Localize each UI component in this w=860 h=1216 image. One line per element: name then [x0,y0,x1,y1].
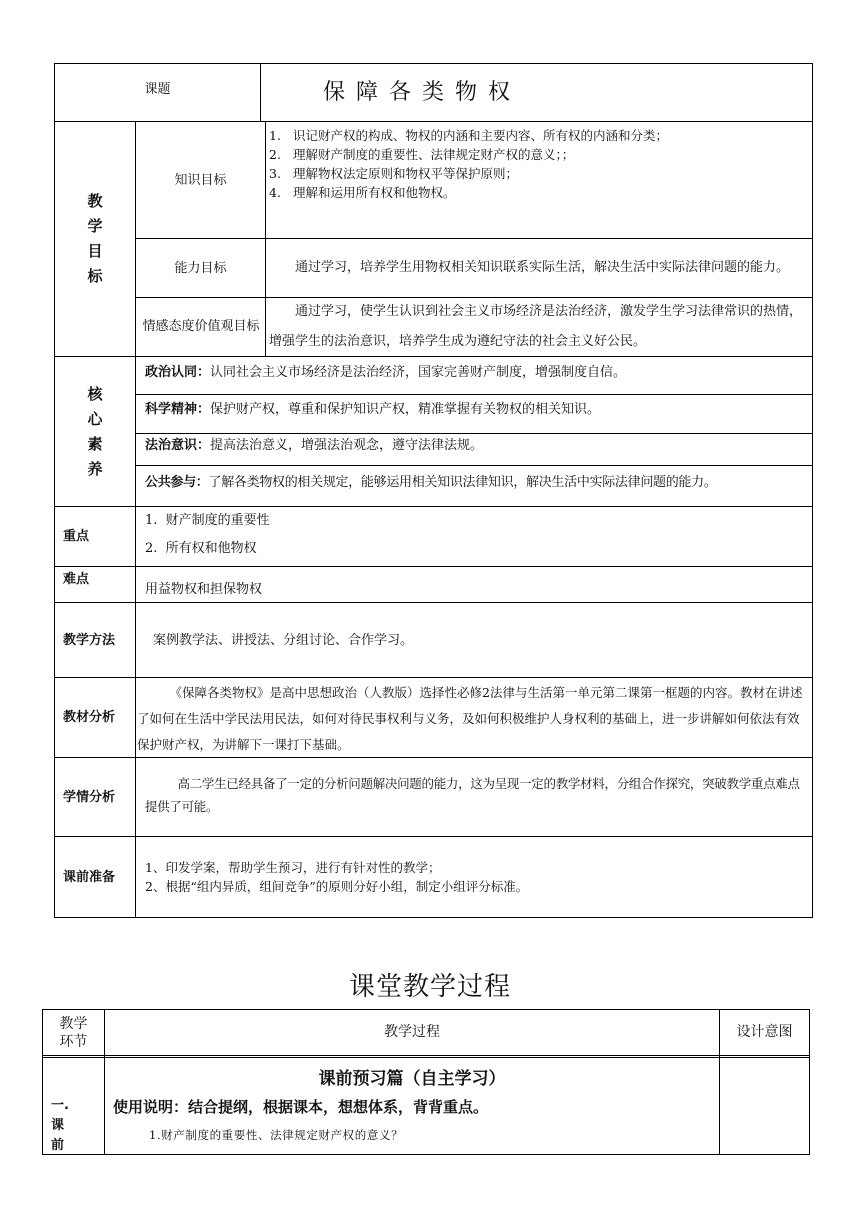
core-label-cell [55,357,135,506]
item-text: 所有权和他物权 [165,541,257,556]
stage-text: 一.课前 [51,1098,69,1153]
col-divider [135,506,136,917]
core-item-text: 提高法治意义，增强法治观念，遵守法律法规。 [210,438,484,453]
core-label: 核心素养 [87,384,103,478]
methods-cell [153,603,803,677]
col-header-process [105,1010,719,1055]
ability-label: 能力目标 [174,260,227,276]
key-points-label-cell [63,507,133,566]
item-number: 1. [269,128,281,143]
students-label-cell [63,758,135,836]
core-item [145,474,810,500]
textbook-text: 《保障各类物权》是高中思想政治（人教版）选择性必修2法律与生活第一单元第二课第一框题的内容。教材在讲述了如何在生活中学民法用民法，如何对待民事权利与义务，及如何积极维护人身权利的基础上，进一步讲解如何依法有效保护财产权，为讲解下一课打下基础。 [137,685,803,752]
key-points-label: 重点 [63,529,90,544]
item-text: 识记财产权的构成、物权的内涵和主要内容、所有权的内涵和分类； [293,128,669,143]
item-text: 财产制度的重要性 [165,513,270,528]
knowledge-label-cell [136,122,265,238]
ability-cell [269,239,809,297]
methods-label: 教学方法 [63,632,116,648]
core-item-text: 认同社会主义市场经济是法治经济，国家完善财产制度，增强制度自信。 [210,365,627,380]
core-item-label: 科学精神： [145,402,211,417]
col-header-stage [43,1010,104,1055]
item-number: 2. [269,147,281,162]
attitude-text: 通过学习，使学生认识到社会主义市场经济是法治经济，激发学生学习法律常识的热情，增强学生的法治意识，培养学生成为遵纪守法的社会主义好公民。 [269,304,803,349]
title-label-cell [55,64,260,114]
prep-line: 2、根据“组内异质，组间竞争”的原则分好小组，制定小组评分标准。 [145,879,529,894]
ability-label-cell [136,239,265,297]
goals-label: 教学目标 [87,192,103,285]
difficulty-label-cell [63,567,133,591]
students-text: 高二学生已经具备了一定的分析问题解决问题的能力，这为呈现一定的教学材料，分组合作探究，突破教学重点难点提供了可能。 [145,776,800,814]
textbook-label: 教材分析 [63,710,116,725]
ability-text: 通过学习，培养学生用物权相关知识联系实际生活，解决生活中实际法律问题的能力。 [295,260,790,275]
lesson-plan-table [54,63,813,918]
core-item-label: 政治认同： [145,365,211,380]
core-item-label: 法治意识： [145,438,211,453]
core-item-text: 了解各类物权的相关规定，能够运用相关知识法律知识，解决生活中实际法律问题的能力。 [208,475,717,490]
methods-label-cell [63,603,135,677]
core-item [145,437,810,463]
instruction-text: 使用说明：结合提纲，根据课本，想想体系，背背重点。 [113,1098,489,1116]
difficulty-cell [145,567,805,602]
prep-label: 课前准备 [63,869,116,885]
question-text: 1.财产制度的重要性、法律规定财产权的意义？ [149,1128,404,1142]
stage-cell [51,1096,71,1156]
prep-label-cell [63,837,135,917]
title-label: 课题 [144,81,171,97]
process-heading: 课堂教学过程 [348,972,511,1002]
list-item [269,183,809,202]
list-item [269,126,809,145]
row-divider [135,433,812,434]
title-cell [261,64,812,121]
item-text: 理解和运用所有权和他物权。 [293,185,456,200]
core-item [145,364,810,390]
col-header-process-text: 教学过程 [384,1024,440,1040]
students-label: 学情分析 [63,789,116,805]
prep-line: 1、印发学案，帮助学生预习，进行有针对性的教学； [145,860,441,875]
item-number: 4. [269,185,281,200]
row-divider [135,394,812,395]
goals-label-cell [55,122,135,356]
col-header-intent-text: 设计意图 [736,1024,793,1040]
item-text: 理解财产制度的重要性、法律规定财产权的意义；； [293,147,575,162]
row-divider [55,677,812,678]
attitude-label-cell [141,298,261,356]
item-text: 理解物权法定原则和物权平等保护原则； [293,166,519,181]
knowledge-list [269,126,809,202]
core-item-text: 保护财产权，尊重和保护知识产权，精准掌握有关物权的相关知识。 [210,402,601,417]
col-header-intent [720,1010,809,1055]
header-divider [43,1055,809,1058]
row-divider [135,465,812,466]
difficulty-label: 难点 [63,571,90,587]
list-item [269,164,809,183]
list-item [145,507,805,535]
knowledge-cell [269,126,809,238]
difficulty-text: 用益物权和担保物权 [145,582,263,597]
key-points-cell [145,507,805,566]
prep-cell [145,837,809,917]
process-table [42,1009,810,1155]
list-item [269,145,809,164]
textbook-label-cell [63,678,135,757]
section-title: 课前预习篇（自主学习） [318,1069,506,1089]
item-number: 2. [145,541,158,556]
item-number: 3. [269,166,281,181]
attitude-label: 情感态度价值观目标 [142,319,260,334]
item-number: 1. [145,513,158,528]
students-cell [145,772,809,832]
knowledge-label: 知识目标 [174,172,227,188]
lesson-title: 保障各类物权 [323,80,522,105]
list-item [145,535,805,563]
core-item [145,401,810,427]
col-divider [265,121,266,356]
attitude-cell [269,298,809,356]
methods-text: 案例教学法、讲授法、分组讨论、合作学习。 [153,632,414,648]
core-item-label: 公共参与： [145,475,209,490]
col-header-stage-text: 教学环节 [59,1015,88,1050]
textbook-cell [137,680,807,757]
